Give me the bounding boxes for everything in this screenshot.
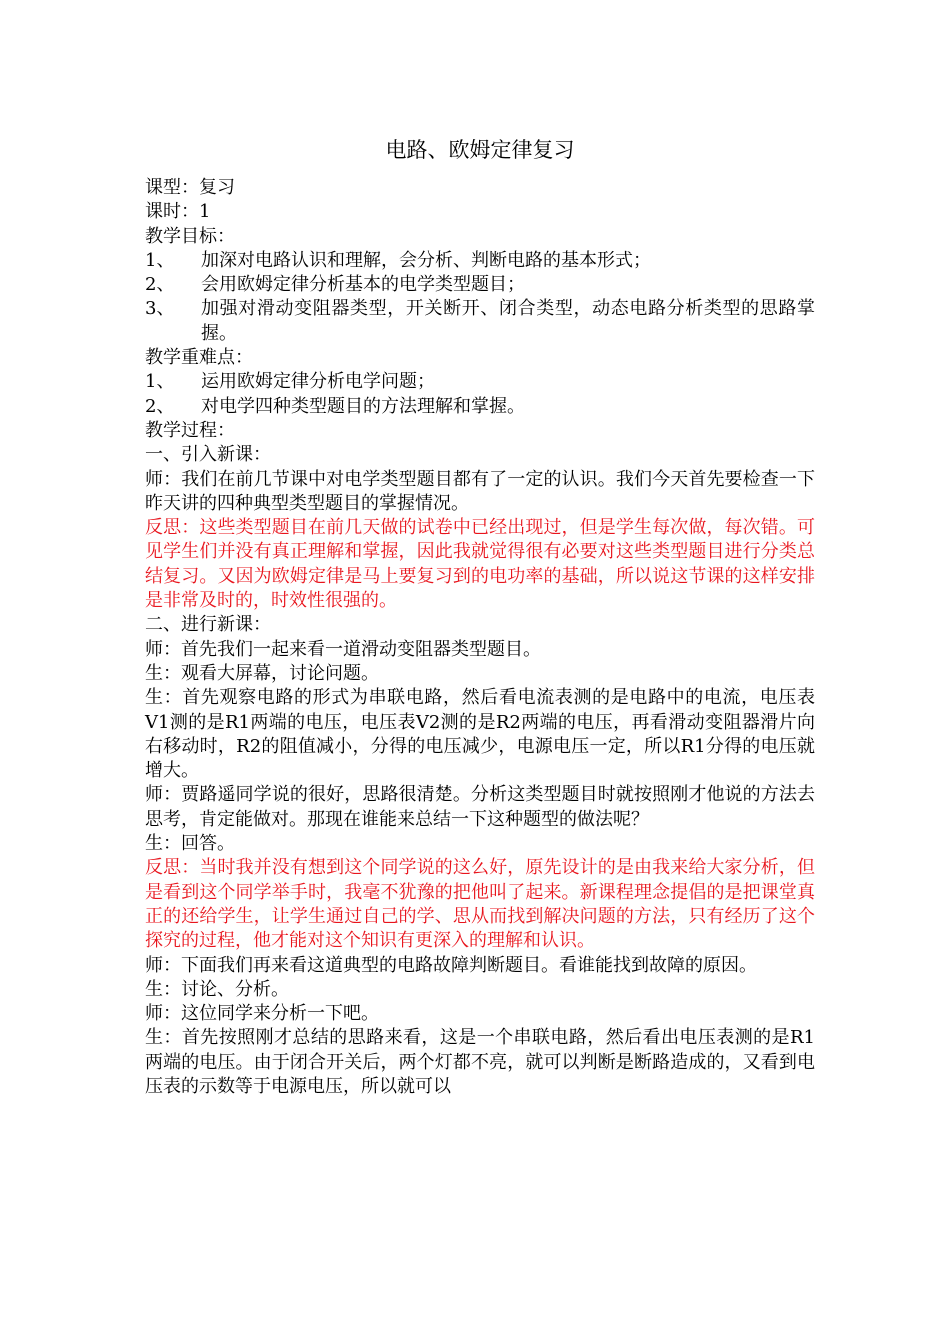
document-title: 电路、欧姆定律复习 <box>385 138 575 162</box>
goal-text: 加强对滑动变阻器类型，开关断开、闭合类型，动态电路分析类型的思路掌握。 <box>201 298 815 344</box>
key-points-heading: 教学重难点： <box>145 347 253 369</box>
process-heading: 教学过程： <box>145 419 235 441</box>
key-point-text: 对电学四种类型题目的方法理解和掌握。 <box>201 395 525 417</box>
student-paragraph: 生：首先按照刚才总结的思路来看，这是一个串联电路，然后看出电压表测的是R1两端的电压。由于闭合开关后，两个灯都不亮，就可以判断是断路造成的，又看到电压表的示数等于电源电压，所以就可以 <box>145 1027 815 1097</box>
lesson-type: 课型：复习 <box>145 177 235 198</box>
goal-item <box>145 249 815 273</box>
section-heading-intro: 一、引入新课： <box>145 444 271 466</box>
goal-number: 3、 <box>145 298 175 320</box>
key-point-number: 1、 <box>145 371 175 393</box>
teacher-paragraph: 师：首先我们一起来看一道滑动变阻器类型题目。 <box>145 638 541 660</box>
goals-heading: 教学目标： <box>145 225 235 247</box>
reflection-paragraph: 反思：当时我并没有想到这个同学说的这么好，原先设计的是由我来给大家分析，但是看到这个同学举手时，我毫不犹豫的把他叫了起来。新课程理念提倡的是把课堂真正的还给学生，让学生通过自己的学、思从而找到解决问题的方法，只有经历了这个探究的过程，他才能对这个知识有更深入的理解和认识。 <box>145 857 815 952</box>
goal-item <box>145 297 815 346</box>
goal-text: 会用欧姆定律分析基本的电学类型题目； <box>201 274 525 296</box>
reflection-paragraph: 反思：这些类型题目在前几天做的试卷中已经出现过，但是学生每次做，每次错。可见学生们并没有真正理解和掌握，因此我就觉得很有必要对这些类型题目进行分类总结复习。又因为欧姆定律是马上要复习到的电功率的基础，所以说这节课的这样安排是非常及时的，时效性很强的。 <box>145 517 815 612</box>
lesson-hours: 课时：1 <box>145 201 211 223</box>
goal-number: 1、 <box>145 249 175 271</box>
student-paragraph: 生：回答。 <box>145 833 235 855</box>
teacher-paragraph: 师：贾路遥同学说的很好，思路很清楚。分析这类型题目时就按照刚才他说的方法去思考，肯定能做对。那现在谁能来总结一下这种题型的做法呢？ <box>145 784 815 830</box>
goal-number: 2、 <box>145 274 175 296</box>
goal-text: 加深对电路认识和理解，会分析、判断电路的基本形式； <box>201 249 651 271</box>
student-paragraph: 生：首先观察电路的形式为串联电路，然后看电流表测的是电路中的电流，电压表V1测的是R1两端的电压，电压表V2测的是R2两端的电压，再看滑动变阻器滑片向右移动时，R2的阻值减小，分得的电压减少，电源电压一定，所以R1分得的电压就增大。 <box>145 687 815 782</box>
key-point-number: 2、 <box>145 395 175 417</box>
key-point-item <box>145 395 815 419</box>
teacher-paragraph: 师：我们在前几节课中对电学类型题目都有了一定的认识。我们今天首先要检查一下昨天讲的四种典型类型题目的掌握情况。 <box>145 468 815 514</box>
student-paragraph: 生：讨论、分析。 <box>145 978 289 1000</box>
section-heading-new-lesson: 二、进行新课： <box>145 614 271 636</box>
teacher-paragraph: 师：这位同学来分析一下吧。 <box>145 1003 379 1025</box>
document-body <box>145 130 815 1099</box>
key-point-item <box>145 370 815 394</box>
teacher-paragraph: 师：下面我们再来看这道典型的电路故障判断题目。看谁能找到故障的原因。 <box>145 954 757 976</box>
key-point-text: 运用欧姆定律分析电学问题； <box>201 371 435 393</box>
goal-item <box>145 273 815 297</box>
student-paragraph: 生：观看大屏幕，讨论问题。 <box>145 662 379 684</box>
